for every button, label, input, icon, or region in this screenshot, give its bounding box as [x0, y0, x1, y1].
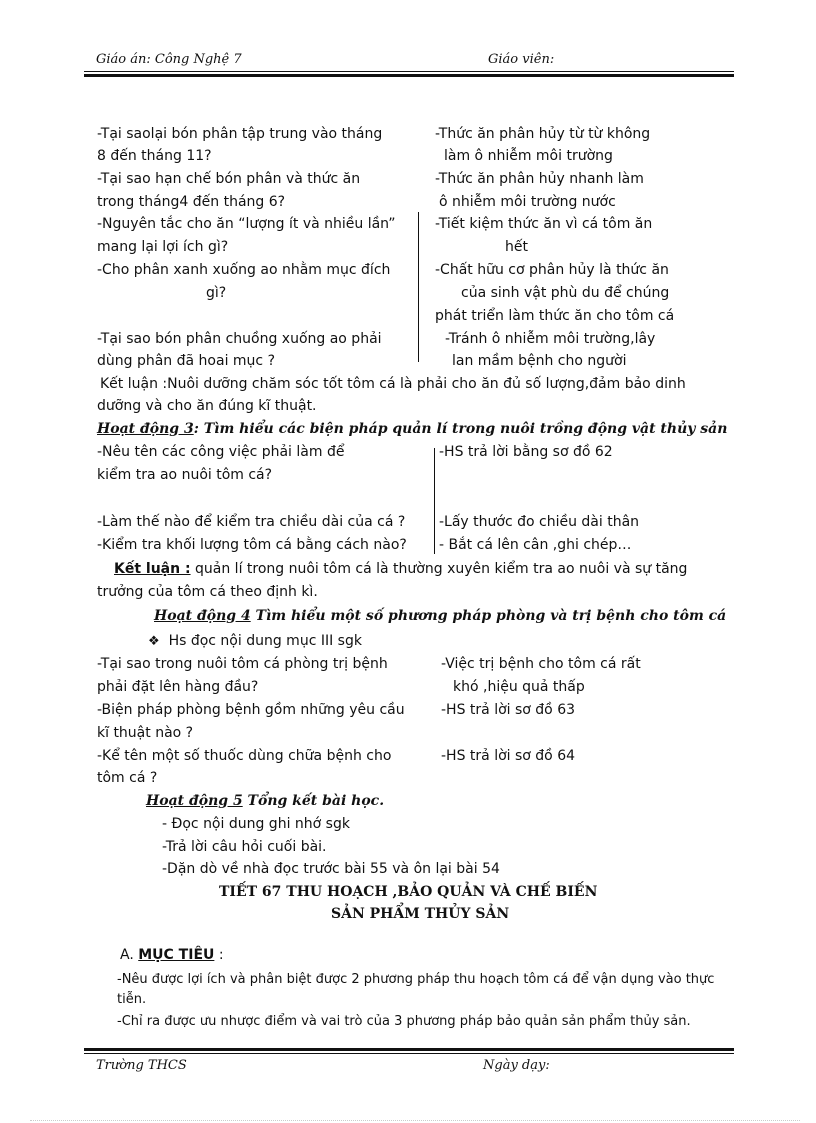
answer-line: -HS trả lời sơ đồ 64	[441, 748, 576, 764]
summary-item: -Dặn dò về nhà đọc trước bài 55 và ôn lại bài 54	[162, 861, 500, 877]
footer-rule-thin	[84, 1053, 734, 1054]
summary-item: - Đọc nội dung ghi nhớ sgk	[162, 816, 350, 832]
question-line: 8 đến tháng 11?	[97, 148, 212, 164]
conclusion-management	[114, 558, 687, 580]
footer-rule-thick	[84, 1048, 734, 1051]
header-rule-thick	[84, 74, 734, 77]
question-line: tôm cá ?	[97, 770, 158, 786]
conclusion-label: Kết luận :	[114, 561, 191, 577]
column-divider	[434, 448, 435, 554]
answer-line: làm ô nhiễm môi trường	[444, 148, 613, 164]
question-line: trong tháng4 đến tháng 6?	[97, 194, 286, 210]
answer-line: phát triển làm thức ăn cho tôm cá	[435, 308, 675, 324]
conclusion-feeding-cont: dưỡng và cho ăn đúng kĩ thuật.	[97, 398, 317, 414]
footer-school: Trường THCS	[96, 1058, 187, 1073]
question-line: -Tại sao trong nuôi tôm cá phòng trị bệnh	[97, 656, 388, 672]
conclusion-text: quản lí trong nuôi tôm cá là thường xuyên kiểm tra ao nuôi và sự tăng	[190, 561, 688, 577]
conclusion-management-cont: trưởng của tôm cá theo định kì.	[97, 584, 318, 600]
question-line: -Kiểm tra khối lượng tôm cá bằng cách nào?	[97, 537, 407, 553]
answer-line: -Chất hữu cơ phân hủy là thức ăn	[435, 262, 669, 278]
answer-line: -Việc trị bệnh cho tôm cá rất	[441, 656, 641, 672]
bullet-item	[148, 630, 362, 653]
activity-5-heading	[146, 790, 384, 812]
answer-line: -Tránh ô nhiễm môi trường,lây	[445, 331, 656, 347]
objective-item: -Chỉ ra được ưu nhược điểm và vai trò của 3 phương pháp bảo quản sản phẩm thủy sản.	[117, 1014, 691, 1029]
answer-line: hết	[505, 239, 528, 255]
activity-4-label: Hoạt động 4	[154, 608, 251, 624]
question-line: phải đặt lên hàng đầu?	[97, 679, 259, 695]
header-teacher: Giáo viên:	[488, 52, 555, 67]
answer-line: -Thức ăn phân hủy nhanh làm	[435, 171, 644, 187]
question-line: -Tại sao hạn chế bón phân và thức ăn	[97, 171, 361, 187]
question-line: -Nguyên tắc cho ăn “lượng ít và nhiều lần”	[97, 216, 396, 232]
answer-line: -HS trả lời bằng sơ đồ 62	[439, 444, 613, 460]
answer-line: của sinh vật phù du để chúng	[461, 285, 670, 301]
header-lesson-plan: Giáo án: Công Nghệ 7	[96, 52, 242, 67]
header-rule-thin	[84, 71, 734, 72]
lesson-title: TIẾT 67 THU HOẠCH ,BẢO QUẢN VÀ CHẾ BIẾN	[219, 884, 598, 900]
activity-4-title: Tìm hiểu một số phương pháp phòng và trị bệnh cho tôm cá	[250, 608, 727, 624]
question-line: -Tại saolại bón phân tập trung vào tháng	[97, 126, 383, 142]
activity-5-title: Tổng kết bài học.	[242, 793, 385, 809]
answer-line: - Bắt cá lên cân ,ghi chép…	[439, 537, 632, 553]
bullet-text: Hs đọc nội dung mục III sgk	[168, 633, 362, 649]
objectives-title: MỤC TIÊU	[138, 947, 215, 963]
activity-3-title: : Tìm hiểu các biện pháp quản lí trong nuôi trồng động vật thủy sản	[193, 421, 728, 437]
objective-item: -Nêu được lợi ích và phân biệt được 2 phương pháp thu hoạch tôm cá để vận dụng vào thực	[117, 972, 715, 987]
objective-item-cont: tiễn.	[117, 992, 147, 1007]
question-line: kiểm tra ao nuôi tôm cá?	[97, 467, 273, 483]
question-line: mang lại lợi ích gì?	[97, 239, 229, 255]
answer-line: -Lấy thước đo chiều dài thân	[439, 514, 640, 530]
summary-item: -Trả lời câu hỏi cuối bài.	[162, 839, 327, 855]
activity-3-label: Hoạt động 3	[97, 421, 194, 437]
question-line: dùng phân đã hoai mục ?	[97, 353, 275, 369]
answer-line: lan mầm bệnh cho người	[452, 353, 627, 369]
footer-teaching-date: Ngày dạy:	[483, 1058, 550, 1073]
question-line: -Cho phân xanh xuống ao nhằm mục đích	[97, 262, 391, 278]
answer-line: khó ,hiệu quả thấp	[453, 679, 585, 695]
column-divider	[418, 212, 419, 362]
lesson-subtitle: SẢN PHẨM THỦY SẢN	[331, 906, 510, 922]
activity-5-label: Hoạt động 5	[146, 793, 243, 809]
objectives-heading	[120, 944, 224, 966]
question-line: -Tại sao bón phân chuồng xuống ao phải	[97, 331, 382, 347]
answer-line: ô nhiễm môi trường nước	[439, 194, 616, 210]
question-line: -Biện pháp phòng bệnh gồm những yêu cầu	[97, 702, 405, 718]
conclusion-feeding: Kết luận :Nuôi dưỡng chăm sóc tốt tôm cá là phải cho ăn đủ số lượng,đảm bảo dinh	[100, 376, 686, 392]
question-line: -Nêu tên các công việc phải làm để	[97, 444, 345, 460]
objectives-suffix: :	[214, 947, 224, 963]
objectives-prefix: A.	[120, 947, 139, 963]
question-line: -Làm thế nào để kiểm tra chiều dài của cá ?	[97, 514, 406, 530]
activity-3-heading	[97, 418, 727, 440]
answer-line: -Tiết kiệm thức ăn vì cá tôm ăn	[435, 216, 653, 232]
answer-line: -Thức ăn phân hủy từ từ không	[435, 126, 651, 142]
question-line: -Kể tên một số thuốc dùng chữa bệnh cho	[97, 748, 392, 764]
activity-4-heading	[154, 605, 726, 627]
page-bottom-dotted-border	[30, 1120, 800, 1121]
question-line: kĩ thuật nào ?	[97, 725, 194, 741]
question-line: gì?	[206, 285, 227, 301]
answer-line: -HS trả lời sơ đồ 63	[441, 702, 576, 718]
diamond-bullet-icon: ❖	[148, 634, 160, 649]
